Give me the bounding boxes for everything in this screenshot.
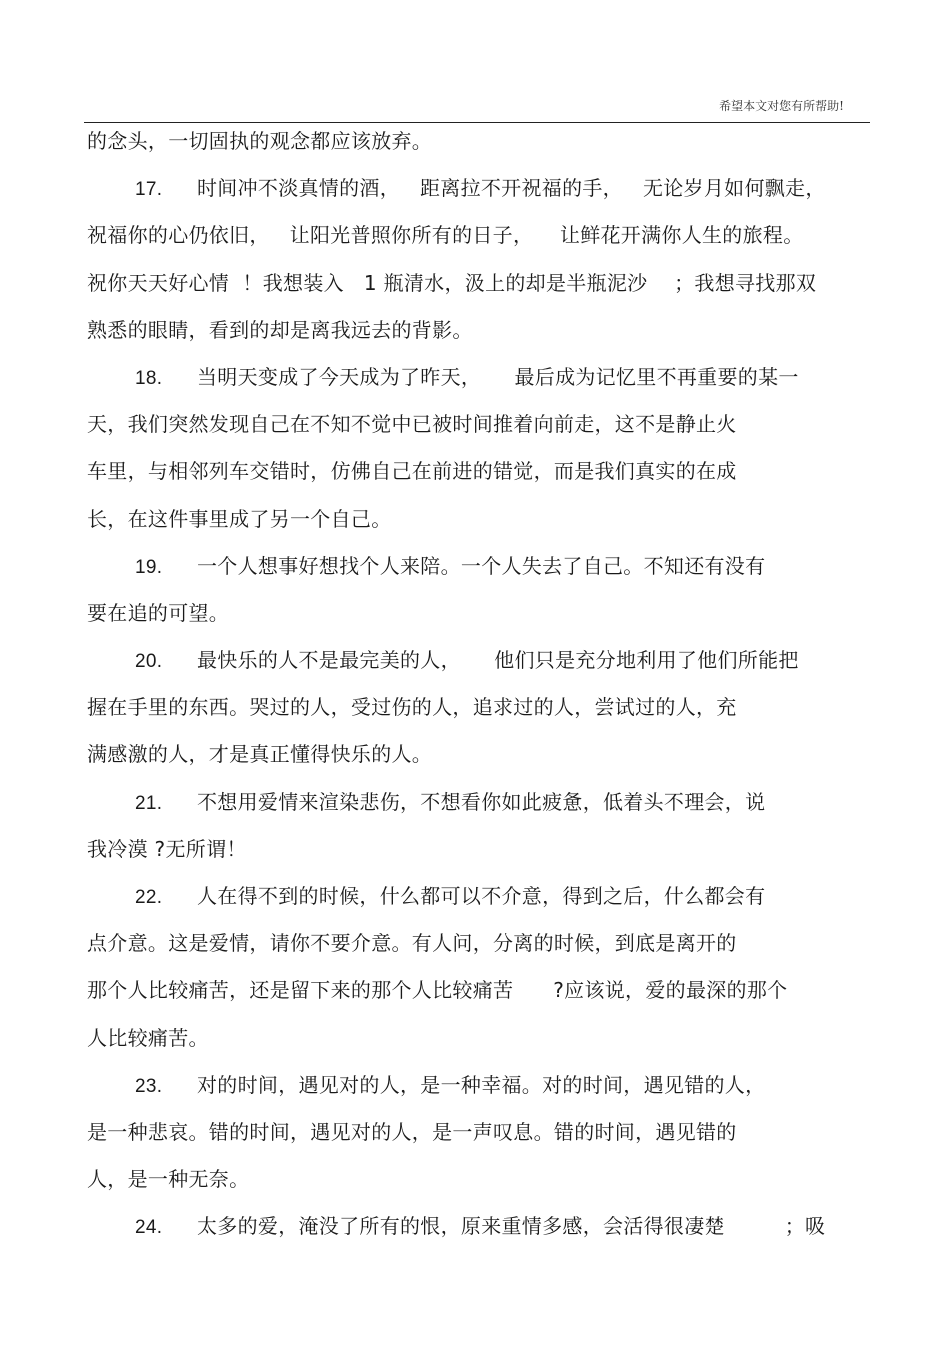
paragraph-line: 24. 太多的爱，淹没了所有的恨，原来重情多感，会活得很凄楚 ；吸 xyxy=(87,1203,877,1250)
paragraph-line: 握在手里的东西。哭过的人，受过伤的人，追求过的人，尝试过的人，充 xyxy=(87,695,737,720)
paragraph-line: 18. 当明天变成了今天成为了昨天， 最后成为记忆里不再重要的某一 xyxy=(87,354,877,401)
item-number: 22. xyxy=(135,887,163,908)
paragraph-line: 祝福你的心仍依旧， 让阳光普照你所有的日子， 让鲜花开满你人生的旅程。 xyxy=(87,223,804,248)
paragraph-line: 长，在这件事里成了另一个自己。 xyxy=(87,506,392,531)
paragraph-line: 20. 最快乐的人不是最完美的人， 他们只是充分地利用了他们所能把 xyxy=(87,637,877,684)
document-body xyxy=(87,118,877,1251)
paragraph-line: 人，是一种无奈。 xyxy=(87,1167,250,1192)
paragraph-line: 熟悉的眼睛，看到的却是离我远去的背影。 xyxy=(87,317,473,342)
item-number: 24. xyxy=(135,1217,163,1239)
paragraph-line: 人比较痛苦。 xyxy=(87,1025,209,1050)
item-number: 17. xyxy=(135,179,163,201)
paragraph-line: 22. 人在得不到的时候，什么都可以不介意，得到之后，什么都会有 xyxy=(87,873,877,920)
paragraph-line: 17. 时间冲不淡真情的酒， 距离拉不开祝福的手， 无论岁月如何飘走， xyxy=(87,165,877,212)
paragraph-line: 天，我们突然发现自己在不知不觉中已被时间推着向前走，这不是静止火 xyxy=(87,412,737,437)
paragraph-line: 那个人比较痛苦，还是留下来的那个人比较痛苦 ?应该说，爱的最深的那个 xyxy=(87,978,788,1003)
item-number: 19. xyxy=(135,556,163,578)
paragraph-line: 车里，与相邻列车交错时，仿佛自己在前进的错觉，而是我们真实的在成 xyxy=(87,459,737,484)
paragraph-line: 的念头，一切固执的观念都应该放弃。 xyxy=(87,129,433,153)
paragraph-line: 点介意。这是爱情，请你不要介意。有人问，分离的时候，到底是离开的 xyxy=(87,931,737,956)
item-number: 23. xyxy=(135,1075,163,1097)
item-number: 18. xyxy=(135,367,163,389)
paragraph-line: 祝你天天好心情 ！我想装入 1 瓶清水，汲上的却是半瓶泥沙 ；我想寻找那双 xyxy=(87,270,817,295)
paragraph-line: 满感激的人，才是真正懂得快乐的人。 xyxy=(87,742,433,767)
paragraph-line: 21. 不想用爱情来渲染悲伤，不想看你如此疲惫，低着头不理会，说 xyxy=(87,779,877,826)
paragraph-line: 23. 对的时间，遇见对的人，是一种幸福。对的时间，遇见错的人， xyxy=(87,1062,877,1109)
paragraph-line: 我冷漠 ?无所谓！ xyxy=(87,836,247,861)
item-number: 21. xyxy=(135,792,163,814)
header-text: 希望本文对您有所帮助! xyxy=(719,99,844,113)
paragraph-line: 19. 一个人想事好想找个人来陪。一个人失去了自己。不知还有没有 xyxy=(87,543,877,590)
paragraph-line: 是一种悲哀。错的时间，遇见对的人，是一声叹息。错的时间，遇见错的 xyxy=(87,1119,737,1144)
paragraph-line: 要在追的可望。 xyxy=(87,600,230,625)
item-number: 20. xyxy=(135,651,163,673)
